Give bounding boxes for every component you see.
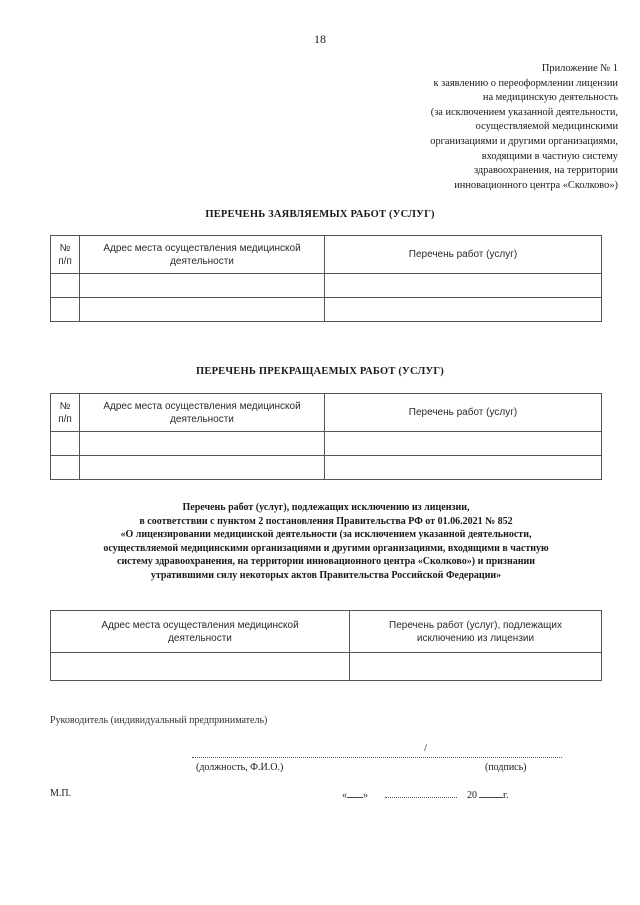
year-prefix: 20 — [467, 790, 477, 801]
signature-line[interactable] — [192, 757, 562, 758]
table-cell[interactable] — [80, 456, 325, 480]
appendix-line: осуществляемой медицинскими — [475, 121, 618, 133]
date-day-field[interactable] — [342, 788, 368, 801]
heading-line: в соответствии с пунктом 2 постановления Правительства РФ от 01.06.2021 № 852 — [139, 515, 513, 527]
day-blank — [347, 788, 363, 798]
heading-line: Перечень работ (услуг), подлежащих исключению из лицензии, — [182, 502, 470, 513]
table-cell[interactable] — [325, 456, 602, 480]
declared-services-title: ПЕРЕЧЕНЬ ЗАЯВЛЯЕМЫХ РАБОТ (УСЛУГ) — [205, 209, 435, 220]
appendix-line: Приложение № 1 — [541, 63, 618, 74]
signature-caption: (подпись) — [485, 762, 527, 773]
table-row — [51, 653, 602, 681]
heading-line: систему здравоохранения, на территории инновационного центра «Сколково») и признании — [116, 556, 536, 568]
table-cell[interactable] — [325, 432, 602, 456]
year-suffix: г. — [503, 790, 509, 801]
terminated-services-table — [50, 393, 602, 480]
column-address-header: Адрес места осуществления медицинской деятельности — [80, 394, 325, 432]
table-cell[interactable] — [51, 274, 80, 298]
column-address-header: Адрес места осуществления медицинской деятельности — [51, 611, 350, 653]
declared-services-table — [50, 235, 602, 322]
column-services-header: Перечень работ (услуг) — [325, 236, 602, 274]
table-cell[interactable] — [80, 298, 325, 322]
table-cell[interactable] — [51, 432, 80, 456]
heading-line: утратившими силу некоторых актов Правительства Российской Федерации» — [150, 569, 502, 581]
year-blank — [479, 788, 503, 798]
terminated-services-title: ПЕРЕЧЕНЬ ПРЕКРАЩАЕМЫХ РАБОТ (УСЛУГ) — [196, 366, 444, 377]
table-cell[interactable] — [51, 653, 350, 681]
appendix-line: инновационного центра «Сколково») — [454, 179, 618, 191]
excluded-services-heading — [40, 501, 612, 583]
date-year-field[interactable] — [467, 788, 508, 801]
heading-line: осуществляемой медицинскими организациями и другими организациями, входящими в частную — [103, 542, 549, 554]
appendix-line: здравоохранения, на территории — [473, 165, 618, 177]
table-row — [51, 298, 602, 322]
page-number: 18 — [314, 32, 326, 46]
table-cell[interactable] — [325, 274, 602, 298]
column-number-header: № п/п — [51, 394, 80, 432]
column-number-header: № п/п — [51, 236, 80, 274]
appendix-line: входящими в частную систему — [481, 150, 618, 162]
appendix-note — [358, 62, 618, 193]
stamp-label: М.П. — [50, 788, 72, 799]
table-header-row — [51, 236, 602, 274]
excluded-services-table — [50, 610, 602, 681]
table-cell[interactable] — [350, 653, 602, 681]
table-row — [51, 432, 602, 456]
table-cell[interactable] — [325, 298, 602, 322]
table-row — [51, 274, 602, 298]
table-header-row — [51, 611, 602, 653]
appendix-line: (за исключением указанной деятельности, — [430, 106, 618, 118]
table-cell[interactable] — [51, 298, 80, 322]
table-header-row — [51, 394, 602, 432]
position-caption: (должность, Ф.И.О.) — [196, 762, 284, 773]
heading-line: «О лицензировании медицинской деятельности (за исключением указанной деятельности, — [120, 529, 532, 541]
column-address-header: Адрес места осуществления медицинской деятельности — [80, 236, 325, 274]
quote-open: « — [342, 790, 347, 801]
appendix-line: организациями и другими организациями, — [430, 135, 618, 147]
signature-separator: / — [424, 742, 428, 754]
table-cell[interactable] — [51, 456, 80, 480]
head-label: Руководитель (индивидуальный предприниматель) — [50, 715, 268, 726]
date-month-field[interactable] — [385, 797, 457, 798]
appendix-line: к заявлению о переоформлении лицензии — [433, 77, 618, 89]
column-services-header: Перечень работ (услуг) — [325, 394, 602, 432]
column-excluded-services-header: Перечень работ (услуг), подлежащих исключению из лицензии — [350, 611, 602, 653]
quote-close: » — [363, 790, 368, 801]
table-cell[interactable] — [80, 432, 325, 456]
table-row — [51, 456, 602, 480]
appendix-line: на медицинскую деятельность — [482, 92, 618, 104]
table-cell[interactable] — [80, 274, 325, 298]
